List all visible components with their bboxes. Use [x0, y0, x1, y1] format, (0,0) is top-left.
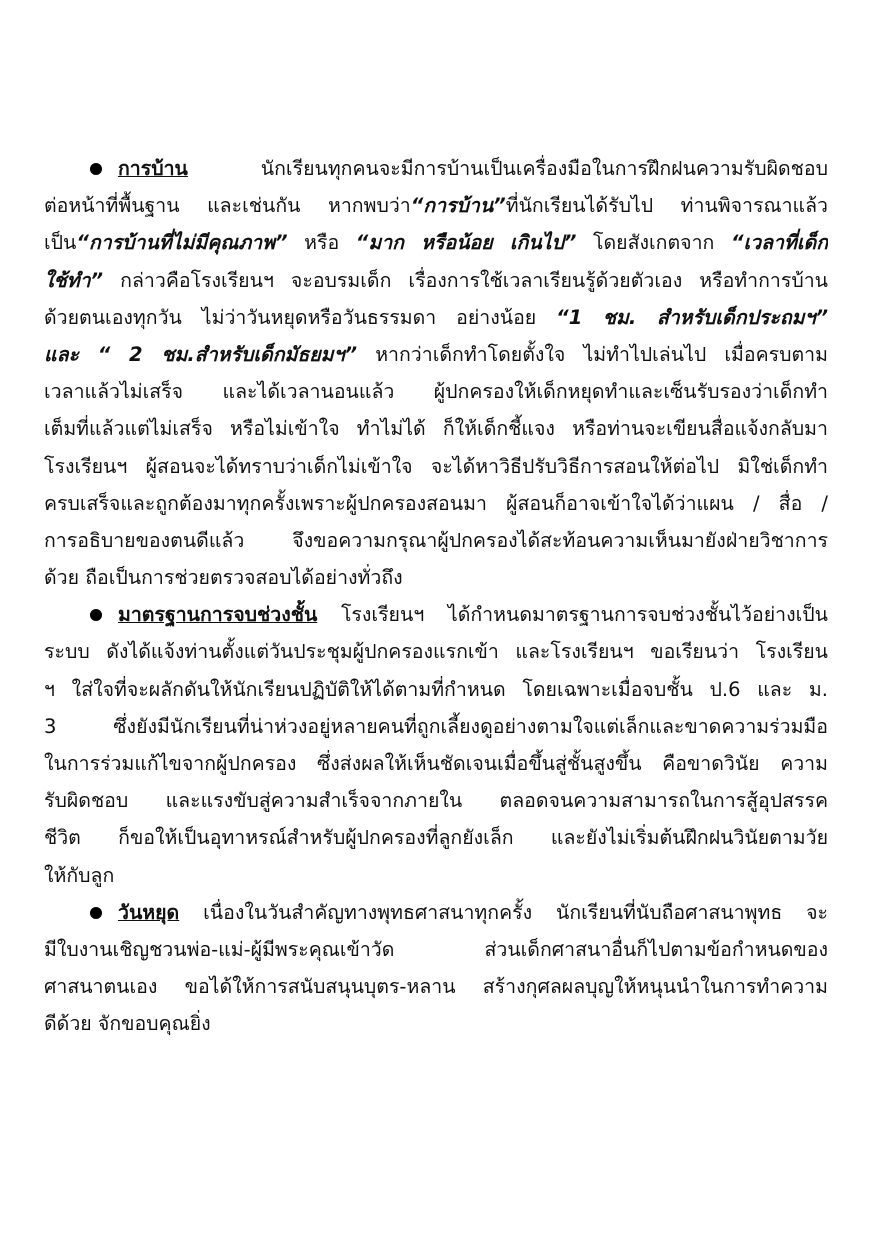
document-page: [44, 150, 828, 1043]
body-text: ในการร่วมแก้ไขจากผู้ปกครอง ซึ่งส่งผลให้เห็นชัดเจนเมื่อขึ้นสู่ชั้นสูงขึ้น คือขาดวินัย ความ: [44, 752, 828, 775]
body-text: ด้วยตนเองทุกวัน ไม่ว่าวันหยุดหรือวันธรรมดา อย่างน้อย: [44, 305, 557, 329]
section-heading: การบ้าน: [118, 157, 188, 180]
paragraph-line: [44, 485, 828, 522]
section-heading: วันหยุด: [118, 900, 180, 924]
paragraph-line: [44, 410, 828, 447]
first-line-text: [90, 894, 828, 931]
body-text: ศาสนาตนเอง ขอได้ให้การสนับสนุนบุตร-หลาน สร้างกุศลผลบุญให้หนุนนำในการทำความ: [44, 975, 828, 999]
first-line-text: [90, 150, 828, 187]
paragraph-line: [44, 1005, 828, 1042]
body-text: ด้วย ถือเป็นการช่วยตรวจสอบได้อย่างทั่วถึง: [44, 566, 403, 590]
paragraph-line: [44, 745, 828, 782]
paragraph-line: [44, 448, 828, 485]
body-text: มีใบงานเชิญชวนพ่อ-แม่-ผู้มีพระคุณเข้าวัด ส่วนเด็กศาสนาอื่นก็ไปตามข้อกำหนดของ: [44, 937, 828, 961]
emphasis-text: “มาก หรือน้อย เกินไป”: [355, 231, 577, 255]
body-text: โรงเรียนฯ ได้กำหนดมาตรฐานการจบช่วงชั้นไว้อย่างเป็น: [340, 603, 828, 627]
paragraph-line: [44, 262, 828, 299]
body-text: เวลาแล้วไม่เสร็จ และได้เวลานอนแล้ว ผู้ปกครองให้เด็กหยุดทำและเซ็นรับรองว่าเด็กทำ: [44, 380, 828, 404]
body-text: ต่อหน้าที่พื้นฐาน และเช่นกัน หากพบว่า: [44, 194, 411, 218]
body-text: นักเรียนทุกคนจะมีการบ้านเป็นเครื่องมือในการฝึกฝนความรับผิดชอบ: [260, 157, 828, 180]
paragraph-first-line: [44, 894, 828, 931]
body-text: เต็มที่แล้วแต่ไม่เสร็จ หรือไม่เข้าใจ ทำไม่ได้ ก็ให้เด็กชี้แจง หรือท่านจะเขียนสื่อแจ้งกลับมา: [44, 417, 828, 441]
body-text: เนื่องในวันสำคัญทางพุทธศาสนาทุกครั้ง นักเรียนที่นับถือศาสนาพุทธ จะ: [203, 900, 828, 924]
paragraph-section: [44, 596, 828, 894]
emphasis-text: และ “ 2 ชม.สำหรับเด็กมัธยมฯ”: [44, 342, 358, 366]
paragraph-line: [44, 522, 828, 559]
paragraph-line: [44, 559, 828, 596]
emphasis-text: “การบ้านที่ไม่มีคุณภาพ”: [76, 231, 288, 255]
body-text: โรงเรียนฯ ผู้สอนจะได้ทราบว่าเด็กไม่เข้าใจ จะได้หาวิธีปรับวิธีการสอนให้ต่อไป มิใช่เด็กทำ: [44, 454, 828, 478]
paragraph-line: [44, 373, 828, 410]
body-text: ให้กับลูก: [44, 863, 115, 887]
emphasis-text: ใช้ทำ”: [44, 268, 104, 292]
section-heading: มาตรฐานการจบช่วงชั้น: [118, 603, 318, 627]
emphasis-text: “การบ้าน”: [410, 194, 506, 218]
first-line-text: [90, 596, 828, 633]
body-text: หรือ: [287, 231, 356, 255]
body-text: ดีด้วย จักขอบคุณยิ่ง: [44, 1012, 211, 1036]
body-text: ฯ ใส่ใจที่จะผลักดันให้นักเรียนปฏิบัติให้ได้ตามที่กำหนด โดยเฉพาะเมื่อจบชั้น ป.6 และ ม.: [44, 677, 828, 701]
paragraph-section: [44, 894, 828, 1043]
body-text: ครบเสร็จและถูกต้องมาทุกครั้งเพราะผู้ปกครองสอนมา ผู้สอนก็อาจเข้าใจได้ว่าแผน / สื่อ /: [44, 491, 828, 515]
paragraph-line: [44, 187, 828, 224]
paragraph-first-line: [44, 150, 828, 187]
body-text: ที่นักเรียนได้รับไป ท่านพิจารณาแล้ว: [505, 194, 828, 218]
paragraph-line: [44, 671, 828, 708]
bullet-icon: [90, 163, 102, 175]
body-text: หากว่าเด็กทำโดยตั้งใจ ไม่ทำไปเล่นไป เมื่อครบตาม: [357, 342, 828, 366]
emphasis-text: “เวลาที่เด็ก: [730, 231, 828, 255]
body-text: 3 ซึ่งยังมีนักเรียนที่น่าห่วงอยู่หลายคนที่ถูกเลี้ยงดูอย่างตามใจแต่เล็กและขาดความร่วมมือ: [44, 714, 828, 738]
paragraph-line: [44, 782, 828, 819]
bullet-icon: [90, 907, 102, 919]
body-text: ระบบ ดังได้แจ้งท่านตั้งแต่วันประชุมผู้ปกครองแรกเข้า และโรงเรียนฯ ขอเรียนว่า โรงเรียน: [44, 640, 828, 664]
paragraph-first-line: [44, 596, 828, 633]
body-text: ชีวิต ก็ขอให้เป็นอุทาหรณ์สำหรับผู้ปกครองที่ลูกยังเล็ก และยังไม่เริ่มต้นฝึกฝนวินัยตามวัย: [44, 826, 828, 850]
emphasis-text: “1 ชม. สำหรับเด็กประถมฯ”: [556, 305, 828, 329]
paragraph-section: [44, 150, 828, 596]
paragraph-line: [44, 224, 828, 261]
paragraph-line: [44, 931, 828, 968]
paragraph-line: [44, 299, 828, 336]
paragraph-line: [44, 968, 828, 1005]
body-text: กล่าวคือโรงเรียนฯ จะอบรมเด็ก เรื่องการใช้เวลาเรียนรู้ด้วยตัวเอง หรือทำการบ้าน: [103, 268, 828, 292]
paragraph-line: [44, 708, 828, 745]
paragraph-line: [44, 819, 828, 856]
body-text: รับผิดชอบ และแรงขับสู่ความสำเร็จจากภายใน ตลอดจนความสามารถในการสู้อุปสรรค: [44, 789, 828, 813]
paragraph-line: [44, 336, 828, 373]
body-text: เป็น: [44, 231, 77, 255]
body-text: การอธิบายของตนดีแล้ว จึงขอความกรุณาผู้ปกครองได้สะท้อนความเห็นมายังฝ่ายวิชาการ: [44, 528, 828, 552]
paragraph-line: [44, 857, 828, 894]
body-text: โดยสังเกตจาก: [576, 231, 731, 255]
paragraph-line: [44, 633, 828, 670]
